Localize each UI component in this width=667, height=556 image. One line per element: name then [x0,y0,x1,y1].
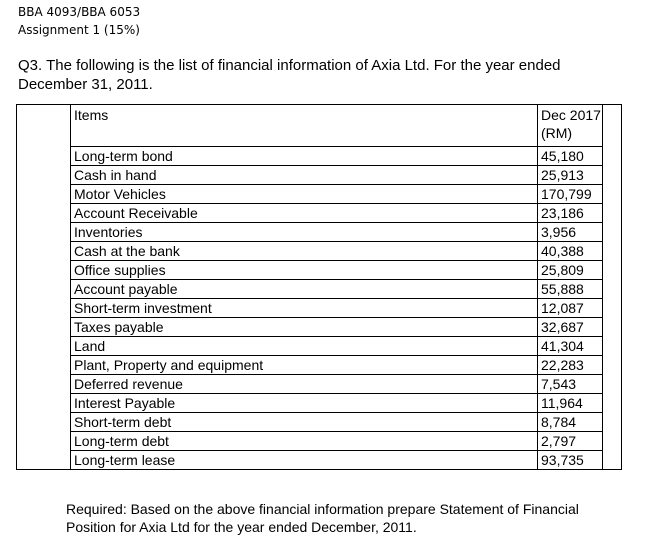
table-left-margin [17,105,71,470]
table-row [17,413,622,432]
table-row [17,394,622,413]
item-value: 12,087 [538,299,603,318]
item-value: 41,304 [538,337,603,356]
value-header-period: Dec 2017 [541,107,601,123]
table-row [17,451,622,470]
table-row [17,432,622,451]
item-value: 40,388 [538,242,603,261]
table-row [17,166,622,185]
table-row [17,280,622,299]
table-row [17,185,622,204]
item-value: 32,687 [538,318,603,337]
item-value: 45,180 [538,147,603,166]
table-row [17,223,622,242]
item-name: Land [71,337,538,356]
item-name: Account payable [71,280,538,299]
item-name: Short-term investment [71,299,538,318]
item-value: 23,186 [538,204,603,223]
item-name: Deferred revenue [71,375,538,394]
value-header-unit: (RM) [541,125,573,141]
item-name: Long-term bond [71,147,538,166]
item-value: 55,888 [538,280,603,299]
item-name: Long-term debt [71,432,538,451]
item-name: Short-term debt [71,413,538,432]
table-row [17,147,622,166]
required-text [66,500,646,536]
item-value: 2,797 [538,432,603,451]
item-value: 8,784 [538,413,603,432]
items-column-header: Items [71,105,538,147]
item-value: 7,543 [538,375,603,394]
item-name: Account Receivable [71,204,538,223]
table-row [17,375,622,394]
table-row [17,299,622,318]
table-row [17,242,622,261]
item-name: Motor Vehicles [71,185,538,204]
question-text [18,56,638,94]
table-right-margin [603,105,622,470]
item-name: Inventories [71,223,538,242]
item-name: Plant, Property and equipment [71,356,538,375]
table-row [17,318,622,337]
item-name: Office supplies [71,261,538,280]
table-row [17,261,622,280]
financial-table [16,104,622,470]
table-row [17,356,622,375]
item-value: 25,913 [538,166,603,185]
item-value: 25,809 [538,261,603,280]
assignment-title: Assignment 1 (15%) [18,23,140,37]
question-line-2: December 31, 2011. [18,76,153,93]
question-line-1: Q3. The following is the list of financial information of Axia Ltd. For the year ended [18,57,561,74]
table-header-row [17,105,622,147]
item-value: 170,799 [538,185,603,204]
required-line-2: Position for Axia Ltd for the year ended December, 2011. [66,519,417,535]
item-value: 3,956 [538,223,603,242]
item-name: Cash at the bank [71,242,538,261]
item-name: Interest Payable [71,394,538,413]
item-name: Taxes payable [71,318,538,337]
table-row [17,204,622,223]
item-name: Cash in hand [71,166,538,185]
item-value: 11,964 [538,394,603,413]
value-column-header [538,105,603,147]
item-name: Long-term lease [71,451,538,470]
table-row [17,337,622,356]
item-value: 22,283 [538,356,603,375]
course-code: BBA 4093/BBA 6053 [18,5,141,19]
item-value: 93,735 [538,451,603,470]
required-line-1: Required: Based on the above financial information prepare Statement of Financial [66,501,579,517]
